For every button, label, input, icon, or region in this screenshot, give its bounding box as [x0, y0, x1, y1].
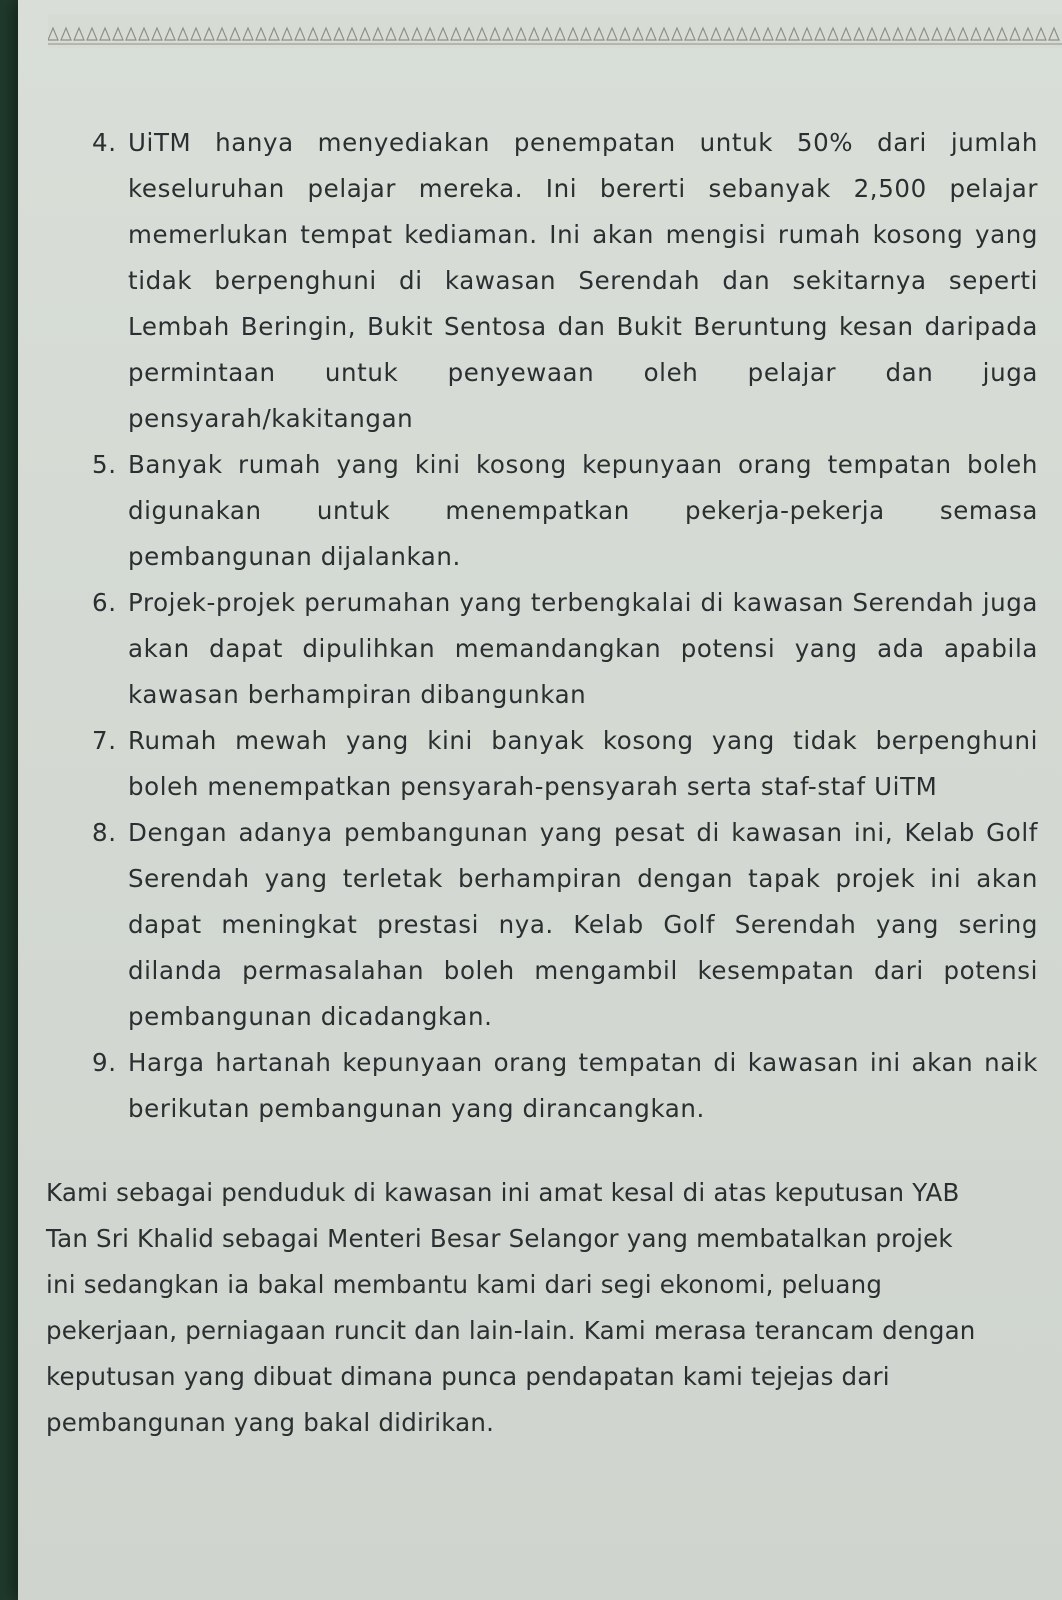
- border-triangle: [828, 28, 838, 40]
- border-triangle: [373, 28, 383, 40]
- border-triangle: [360, 28, 370, 40]
- border-triangle: [841, 28, 851, 40]
- list-item-text: Banyak rumah yang kini kosong kepunyaan orang tempatan boleh digunakan untuk menempatkan pekerja-pekerja semasa pembangunan dijalankan.: [128, 450, 1038, 571]
- closing-paragraph: Kami sebagai penduduk di kawasan ini amat kesal di atas keputusan YAB Tan Sri Khalid sebagai Menteri Besar Selangor yang membatalkan projek ini sedangkan ia bakal membantu kami dari segi ekonomi, peluang pekerjaan, perniagaan runcit dan lain-lain. Kami merasa terancam dengan keputusan yang dibuat dimana punca pendapatan kami tejejas dari pembangunan yang bakal didirikan.: [46, 1178, 976, 1437]
- border-triangle: [893, 28, 903, 40]
- border-triangle: [1010, 28, 1020, 40]
- border-triangle: [867, 28, 877, 40]
- border-triangle: [555, 28, 565, 40]
- border-triangle: [243, 28, 253, 40]
- border-triangle: [815, 28, 825, 40]
- border-triangle: [711, 28, 721, 40]
- border-triangle: [984, 28, 994, 40]
- border-triangle: [529, 28, 539, 40]
- list-item-number: 8.: [92, 818, 117, 847]
- border-triangle: [438, 28, 448, 40]
- list-item: [92, 718, 1038, 810]
- border-triangle: [269, 28, 279, 40]
- list-item-number: 7.: [92, 726, 117, 755]
- list-item-number: 4.: [92, 128, 117, 157]
- border-triangle: [503, 28, 513, 40]
- border-triangle: [451, 28, 461, 40]
- border-triangle: [100, 28, 110, 40]
- border-triangle: [802, 28, 812, 40]
- decorative-border: [48, 14, 1062, 48]
- border-triangle: [425, 28, 435, 40]
- document-page: [18, 0, 1062, 1600]
- border-triangle: [685, 28, 695, 40]
- border-triangle: [620, 28, 630, 40]
- border-triangle: [126, 28, 136, 40]
- border-triangle: [308, 28, 318, 40]
- border-triangle: [763, 28, 773, 40]
- border-triangle: [568, 28, 578, 40]
- list-item-text: Projek-projek perumahan yang terbengkalai di kawasan Serendah juga akan dapat dipulihkan memandangkan potensi yang ada apabila kawasan berhampiran dibangunkan: [128, 588, 1038, 709]
- border-triangle: [152, 28, 162, 40]
- border-triangle: [659, 28, 669, 40]
- border-triangle: [932, 28, 942, 40]
- border-triangle: [1049, 28, 1059, 40]
- border-triangle: [48, 28, 58, 40]
- border-triangle: [282, 28, 292, 40]
- border-triangle: [113, 28, 123, 40]
- list-item-text: Dengan adanya pembangunan yang pesat di kawasan ini, Kelab Golf Serendah yang terletak berhampiran dengan tapak projek ini akan dapat meningkat prestasi nya. Kelab Golf Serendah yang sering dilanda permasalahan boleh mengambil kesempatan dari potensi pembangunan dicadangkan.: [128, 818, 1038, 1031]
- border-triangle: [880, 28, 890, 40]
- border-triangle: [750, 28, 760, 40]
- border-triangle: [971, 28, 981, 40]
- numbered-list: [18, 120, 1038, 1132]
- border-triangle: [594, 28, 604, 40]
- border-triangle: [191, 28, 201, 40]
- border-triangle: [672, 28, 682, 40]
- border-triangle: [87, 28, 97, 40]
- border-triangle: [477, 28, 487, 40]
- border-triangle: [334, 28, 344, 40]
- list-item-number: 5.: [92, 450, 117, 479]
- border-triangle: [737, 28, 747, 40]
- list-item-text: Rumah mewah yang kini banyak kosong yang tidak berpenghuni boleh menempatkan pensyarah-pensyarah serta staf-staf UiTM: [128, 726, 1038, 801]
- list-item-number: 9.: [92, 1048, 117, 1077]
- border-triangle: [698, 28, 708, 40]
- border-triangle: [945, 28, 955, 40]
- list-item: [92, 1040, 1038, 1132]
- border-triangle: [919, 28, 929, 40]
- border-triangle: [1023, 28, 1033, 40]
- border-triangle: [165, 28, 175, 40]
- border-triangle: [516, 28, 526, 40]
- border-triangle: [217, 28, 227, 40]
- border-triangle: [633, 28, 643, 40]
- list-item: [92, 810, 1038, 1040]
- border-triangle: [776, 28, 786, 40]
- border-triangle: [906, 28, 916, 40]
- border-triangle: [256, 28, 266, 40]
- border-triangle: [61, 28, 71, 40]
- list-item: [92, 120, 1038, 442]
- triangle-border-ornament: [48, 14, 1062, 48]
- border-triangle: [490, 28, 500, 40]
- border-triangle: [581, 28, 591, 40]
- border-triangle: [139, 28, 149, 40]
- border-triangle: [607, 28, 617, 40]
- border-triangle: [1036, 28, 1046, 40]
- document-body: [18, 120, 1062, 1446]
- border-triangle: [958, 28, 968, 40]
- list-item: [92, 580, 1038, 718]
- list-item: [92, 442, 1038, 580]
- border-triangle: [295, 28, 305, 40]
- border-triangle: [399, 28, 409, 40]
- border-triangle: [178, 28, 188, 40]
- border-triangle: [321, 28, 331, 40]
- border-triangle: [646, 28, 656, 40]
- list-item-number: 6.: [92, 588, 117, 617]
- border-triangle: [542, 28, 552, 40]
- border-triangle: [412, 28, 422, 40]
- border-triangle: [789, 28, 799, 40]
- list-item-text: UiTM hanya menyediakan penempatan untuk 50% dari jumlah keseluruhan pelajar mereka. Ini bererti sebanyak 2,500 pelajar memerlukan tempat kediaman. Ini akan mengisi rumah kosong yang tidak berpenghuni di kawasan Serendah dan sekitarnya seperti Lembah Beringin, Bukit Sentosa dan Bukit Beruntung kesan daripada permintaan untuk penyewaan oleh pelajar dan juga pensyarah/kakitangan: [128, 128, 1038, 433]
- border-triangle: [204, 28, 214, 40]
- border-triangle: [230, 28, 240, 40]
- border-triangle: [997, 28, 1007, 40]
- border-triangle: [347, 28, 357, 40]
- list-item-text: Harga hartanah kepunyaan orang tempatan di kawasan ini akan naik berikutan pembangunan yang dirancangkan.: [128, 1048, 1038, 1123]
- border-triangle: [724, 28, 734, 40]
- border-triangle: [854, 28, 864, 40]
- border-triangle: [464, 28, 474, 40]
- border-triangle: [74, 28, 84, 40]
- border-triangle: [386, 28, 396, 40]
